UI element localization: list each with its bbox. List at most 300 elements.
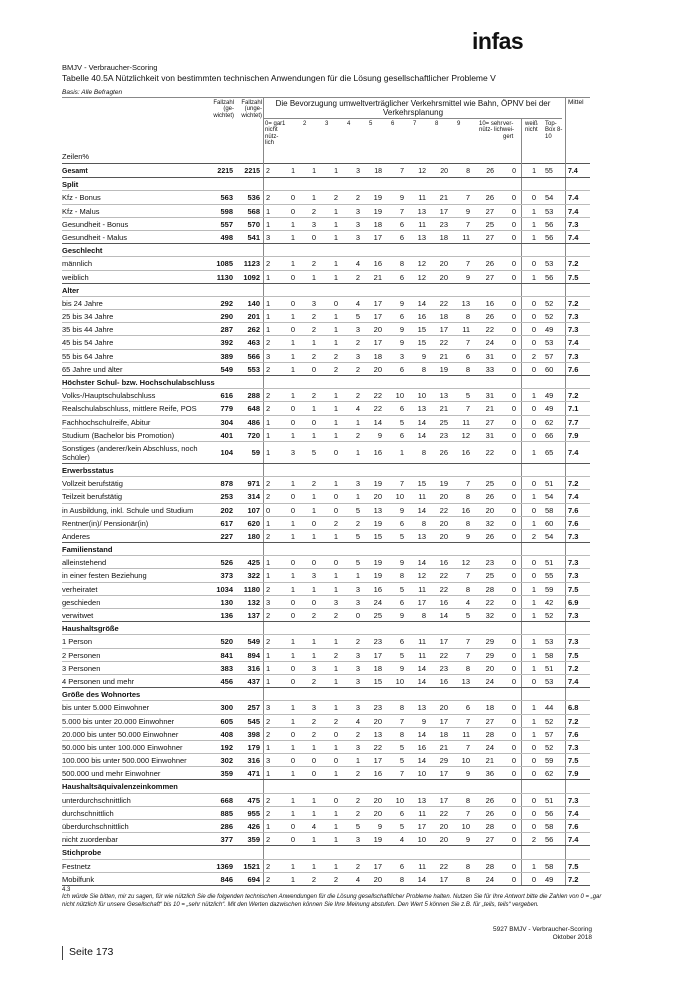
value-cell: 6 (465, 351, 470, 361)
value-cell: 2 (311, 874, 316, 884)
value-cell: 23 (485, 558, 494, 568)
fallzahl-ungewichtet: 648 (247, 404, 260, 414)
value-cell: 1 (531, 447, 536, 457)
value-cell: 29 (485, 650, 494, 660)
value-cell: 11 (462, 232, 470, 242)
value-cell: 1 (311, 795, 316, 805)
value-cell: 2 (311, 676, 316, 686)
value-cell: 1 (266, 219, 271, 229)
fallzahl-gewichtet: 373 (220, 571, 233, 581)
value-cell: 1 (290, 338, 295, 348)
value-cell: 9 (399, 611, 404, 620)
table-row (62, 257, 590, 270)
value-cell: 1 (333, 663, 338, 673)
value-cell: 0 (511, 835, 516, 845)
value-cell: 19 (373, 518, 382, 528)
mittel-value: 7.2 (568, 298, 579, 308)
row-label: 25 bis 34 Jahre (62, 312, 114, 322)
value-cell: 0 (531, 479, 536, 489)
value-cell: 18 (439, 312, 448, 322)
row-label: Fachhochschulreife, Abitur (62, 417, 151, 427)
value-cell: 0 (333, 492, 338, 502)
value-cell: 55 (545, 571, 554, 581)
value-cell: 5 (399, 756, 404, 766)
section-title: Stichprobe (62, 848, 102, 858)
value-cell: 8 (465, 312, 470, 322)
value-cell: 0 (531, 808, 536, 818)
value-cell: 2 (266, 404, 271, 414)
mittel-value: 7.2 (568, 874, 579, 884)
value-cell: 9 (399, 505, 404, 515)
value-cell: 28 (485, 729, 494, 739)
value-cell: 18 (373, 663, 382, 673)
value-cell: 17 (439, 769, 448, 779)
value-cell: 25 (485, 479, 494, 489)
value-cell: 0 (266, 505, 271, 515)
table-row (62, 218, 590, 231)
row-label: in Ausbildung, inkl. Schule und Studium (62, 505, 194, 515)
value-cell: 2 (355, 193, 360, 203)
mittel-value: 7.2 (568, 479, 579, 489)
value-cell: 4 (355, 298, 360, 308)
value-cell: 26 (485, 492, 494, 502)
row-label: 2 Personen (62, 650, 101, 660)
mittel-value: 7.3 (568, 219, 579, 229)
mittel-value: 7.6 (568, 729, 579, 739)
fallzahl-ungewichtet: 694 (247, 874, 260, 884)
mittel-value: 7.6 (568, 364, 579, 374)
value-cell: 9 (465, 835, 470, 845)
mittel-value: 7.6 (568, 518, 579, 528)
value-cell: 16 (373, 259, 382, 269)
value-cell: 11 (462, 729, 470, 739)
value-cell: 7 (400, 168, 404, 175)
value-cell: 9 (399, 558, 404, 568)
value-cell: 5 (355, 505, 360, 515)
value-cell: 19 (373, 558, 382, 568)
fallzahl-gewichtet: 456 (220, 676, 233, 686)
value-cell: 5 (399, 531, 404, 541)
fallzahl-gewichtet: 779 (220, 404, 233, 414)
fallzahl-ungewichtet: 316 (247, 756, 260, 766)
fallzahl-ungewichtet: 314 (247, 492, 260, 502)
value-cell: 0 (511, 650, 516, 660)
table-row (62, 569, 590, 582)
section-header-row (62, 284, 590, 297)
fallzahl-gewichtet: 192 (220, 742, 233, 752)
value-cell: 0 (511, 206, 516, 216)
fallzahl-ungewichtet: 140 (247, 298, 260, 308)
value-cell: 0 (511, 703, 516, 713)
value-cell: 0 (290, 611, 295, 620)
table-row (62, 389, 590, 402)
value-cell: 1 (531, 637, 536, 647)
value-cell: 3 (311, 703, 316, 713)
value-cell: 26 (485, 795, 494, 805)
fallzahl-gewichtet: 286 (220, 822, 233, 831)
value-cell: 12 (418, 168, 426, 175)
value-cell: 28 (485, 822, 494, 831)
value-cell: 2 (266, 861, 271, 871)
value-cell: 2 (333, 364, 338, 374)
value-cell: 0 (531, 338, 536, 348)
value-cell: 22 (439, 650, 448, 660)
table-row (62, 191, 590, 204)
section-title: Geschlecht (62, 246, 103, 256)
value-cell: 20 (439, 822, 448, 831)
value-cell: 8 (465, 492, 470, 502)
section-header-row (62, 688, 590, 701)
section-title: Höchster Schul- bzw. Hochschulabschluss (62, 378, 215, 387)
value-cell: 6 (399, 808, 404, 818)
value-cell: 15 (417, 338, 426, 348)
value-cell: 2 (311, 312, 316, 322)
value-cell: 0 (531, 259, 536, 269)
value-cell: 29 (439, 756, 448, 766)
value-cell: 18 (373, 351, 382, 361)
value-cell: 51 (545, 795, 554, 805)
value-cell: 6 (399, 312, 404, 322)
table-row (62, 477, 590, 490)
value-cell: 6 (399, 232, 404, 242)
value-cell: 52 (545, 611, 554, 620)
value-cell: 0 (290, 193, 295, 203)
value-column-header: 2 (303, 121, 307, 127)
value-cell: 10 (417, 835, 426, 845)
section-header-row (62, 543, 590, 556)
value-cell: 1 (290, 259, 295, 269)
mittel-value: 6.9 (568, 597, 579, 607)
mittel-value: 7.2 (568, 716, 579, 726)
value-column-header: 3 (325, 121, 329, 127)
row-label: bis 24 Jahre (62, 298, 103, 308)
value-cell: 14 (439, 611, 448, 620)
value-cell: 1 (266, 447, 271, 457)
row-label: männlich (62, 259, 93, 269)
fallzahl-gewichtet: 1130 (216, 272, 233, 282)
table-row (62, 556, 590, 569)
value-cell: 0 (531, 769, 536, 779)
value-cell: 22 (439, 338, 448, 348)
value-cell: 8 (399, 729, 404, 739)
table-row (62, 860, 590, 873)
mittel-value: 7.4 (568, 338, 579, 348)
value-cell: 5 (355, 531, 360, 541)
value-cell: 11 (418, 861, 426, 871)
fallzahl-gewichtet: 668 (220, 795, 233, 805)
value-cell: 1 (531, 650, 536, 660)
value-cell: 18 (439, 232, 448, 242)
value-cell: 3 (356, 168, 360, 175)
value-cell: 65 (545, 447, 554, 457)
value-cell: 36 (485, 769, 494, 779)
row-label: in einer festen Beziehung (62, 571, 147, 581)
value-cell: 0 (311, 597, 316, 607)
value-cell: 1 (333, 822, 338, 831)
value-cell: 1 (531, 703, 536, 713)
value-cell: 2 (266, 584, 271, 594)
value-cell: 49 (545, 391, 554, 401)
value-cell: 49 (545, 404, 554, 414)
table-row (62, 297, 590, 310)
fallzahl-gewichtet: 292 (220, 298, 233, 308)
fallzahl-ungewichtet: 257 (247, 703, 260, 713)
value-cell: 31 (485, 391, 494, 401)
fallzahl-gewichtet: 526 (220, 558, 233, 568)
value-cell: 13 (373, 729, 382, 739)
fallzahl-ungewichtet: 463 (247, 338, 260, 348)
value-cell: 5 (355, 558, 360, 568)
mittel-value: 7.3 (568, 795, 579, 805)
value-cell: 8 (465, 364, 470, 374)
value-cell: 24 (485, 742, 494, 752)
value-cell: 1 (266, 822, 271, 831)
value-cell: 0 (290, 597, 295, 607)
value-cell: 13 (417, 703, 426, 713)
value-cell: 20 (439, 518, 448, 528)
value-cell: 26 (439, 447, 448, 457)
value-column-header: 8 (435, 121, 439, 127)
value-cell: 0 (511, 756, 516, 766)
value-cell: 1 (333, 479, 338, 489)
mittel-value: 7.4 (568, 835, 579, 845)
value-cell: 42 (545, 597, 554, 607)
value-cell: 54 (545, 531, 554, 541)
value-cell: 0 (333, 505, 338, 515)
value-cell: 1 (290, 351, 295, 361)
row-label: 45 bis 54 Jahre (62, 338, 114, 348)
row-label: nicht zuordenbar (62, 835, 118, 845)
value-cell: 6 (399, 861, 404, 871)
value-cell: 0 (290, 729, 295, 739)
table-row (62, 336, 590, 349)
table-row (62, 649, 590, 662)
value-cell: 19 (373, 479, 382, 489)
value-cell: 1 (355, 417, 360, 427)
value-column-header: 5 (369, 121, 373, 127)
value-column-header: weiß nicht (525, 121, 538, 134)
value-cell: 14 (373, 417, 382, 427)
value-cell: 5 (355, 312, 360, 322)
value-cell: 1 (290, 430, 295, 440)
value-cell: 22 (485, 447, 494, 457)
value-cell: 6 (399, 637, 404, 647)
value-cell: 0 (511, 298, 516, 308)
value-cell: 17 (373, 338, 382, 348)
value-cell: 0 (531, 874, 536, 884)
value-cell: 19 (373, 193, 382, 203)
value-cell: 56 (545, 219, 554, 229)
value-cell: 56 (545, 835, 554, 845)
value-cell: 24 (485, 676, 494, 686)
table-row (62, 675, 590, 688)
value-cell: 1 (333, 861, 338, 871)
value-cell: 0 (511, 597, 516, 607)
value-cell: 7 (465, 808, 470, 818)
value-cell: 1 (333, 676, 338, 686)
row-label: Gesundheit - Bonus (62, 219, 129, 229)
value-cell: 2 (333, 874, 338, 884)
value-cell: 10 (417, 391, 426, 401)
table-row (62, 416, 590, 429)
value-cell: 1 (531, 663, 536, 673)
value-cell: 7 (465, 716, 470, 726)
value-cell: 16 (461, 505, 470, 515)
mittel-value: 7.4 (568, 447, 579, 457)
value-cell: 20 (373, 492, 382, 502)
value-cell: 20 (439, 492, 448, 502)
table-row (62, 442, 590, 464)
value-cell: 5 (399, 584, 404, 594)
value-cell: 1 (311, 861, 316, 871)
mittel-value: 7.4 (568, 676, 579, 686)
fallzahl-gewichtet: 104 (220, 447, 233, 457)
fallzahl-ungewichtet: 262 (247, 325, 260, 335)
value-cell: 20 (373, 795, 382, 805)
value-cell: 1 (333, 430, 338, 440)
mittel-value: 7.3 (568, 351, 579, 361)
value-cell: 0 (531, 298, 536, 308)
value-cell: 2 (355, 518, 360, 528)
fallzahl-gewichtet: 498 (220, 232, 233, 242)
value-cell: 1 (334, 168, 338, 175)
value-cell: 1 (266, 663, 271, 673)
value-cell: 1 (333, 742, 338, 752)
value-cell: 0 (333, 756, 338, 766)
fallzahl-gewichtet: 841 (220, 650, 233, 660)
row-label: 3 Personen (62, 663, 101, 673)
value-cell: 1 (290, 769, 295, 779)
value-cell: 3 (266, 597, 271, 607)
fallzahl-gewichtet: 617 (220, 518, 233, 528)
value-cell: 17 (373, 861, 382, 871)
mittel-value: 7.3 (568, 637, 579, 647)
value-cell: 19 (373, 206, 382, 216)
value-cell: 1 (266, 430, 271, 440)
value-cell: 1 (290, 364, 295, 374)
value-cell: 13 (417, 795, 426, 805)
row-label: Gesamt (62, 168, 88, 175)
section-header-row (62, 178, 590, 191)
section-title: Split (62, 180, 79, 190)
row-label: 100.000 bis unter 500.000 Einwohner (62, 756, 187, 766)
row-label: 50.000 bis unter 100.000 Einwohner (62, 742, 183, 752)
row-label: 4 Personen und mehr (62, 676, 135, 686)
value-cell: 0 (511, 558, 516, 568)
value-cell: 1 (531, 206, 536, 216)
value-cell: 56 (545, 232, 554, 242)
value-cell: 2 (355, 861, 360, 871)
value-cell: 1 (531, 219, 536, 229)
fallzahl-ungewichtet: 137 (247, 611, 260, 620)
fallzahl-gewichtet: 227 (220, 531, 233, 541)
value-cell: 55 (545, 168, 553, 175)
value-cell: 0 (511, 219, 516, 229)
value-cell: 27 (485, 835, 494, 845)
value-cell: 3 (333, 597, 338, 607)
value-cell: 32 (485, 518, 494, 528)
fallzahl-ungewichtet: 359 (247, 835, 260, 845)
value-cell: 2 (311, 259, 316, 269)
value-cell: 56 (545, 272, 554, 282)
question-text-footnote: Ich würde Sie bitten, mir zu sagen, für wie nützlich Sie die folgenden technischen Anwendungen für die Lösung gesellschaftlicher Probleme halten. Nutzen Sie für Ihre Antwort bitte die Zahlen von 0 = „gar nicht nützlich für unsere Gesellschaft“ bis 10 = „sehr nützlich“. Mit den Werten dazwischen können Sie Ihre Meinung abstufen. Den Wert 5 können Sie z.B. für „teils, teils“ vergeben. (62, 894, 602, 908)
mittel-value: 7.4 (568, 193, 579, 203)
value-cell: 8 (465, 874, 470, 884)
value-cell: 2 (355, 769, 360, 779)
value-cell: 6 (465, 703, 470, 713)
fallzahl-gewichtet: 878 (220, 479, 233, 489)
value-cell: 1 (333, 404, 338, 414)
fallzahl-ungewichtet: 475 (247, 795, 260, 805)
value-column-header: 1 (282, 121, 286, 127)
mittel-value: 7.4 (568, 808, 579, 818)
value-cell: 0 (531, 742, 536, 752)
table-row (62, 504, 590, 517)
value-cell: 1 (290, 531, 295, 541)
value-cell: 7 (465, 259, 470, 269)
value-cell: 53 (545, 259, 554, 269)
mittel-value: 7.9 (568, 769, 579, 779)
mittel-value: 7.3 (568, 312, 579, 322)
value-cell: 1 (290, 637, 295, 647)
mittel-value: 7.5 (568, 272, 579, 282)
value-cell: 7 (399, 206, 404, 216)
value-cell: 18 (485, 703, 494, 713)
value-cell: 3 (355, 351, 360, 361)
value-cell: 1 (311, 430, 316, 440)
value-cell: 2 (531, 531, 536, 541)
value-cell: 4 (355, 259, 360, 269)
value-cell: 0 (311, 769, 316, 779)
value-cell: 57 (545, 729, 554, 739)
value-cell: 3 (355, 676, 360, 686)
value-cell: 8 (421, 364, 426, 374)
value-cell: 25 (485, 219, 494, 229)
value-cell: 3 (355, 206, 360, 216)
value-cell: 2 (531, 351, 536, 361)
value-cell: 22 (485, 597, 494, 607)
value-cell: 7 (465, 742, 470, 752)
value-cell: 7 (465, 404, 470, 414)
row-label: alleinstehend (62, 558, 107, 568)
value-cell: 0 (511, 351, 516, 361)
value-cell: 58 (545, 505, 554, 515)
value-cell: 1 (311, 404, 316, 414)
value-cell: 16 (439, 558, 448, 568)
value-cell: 19 (439, 479, 448, 489)
value-cell: 16 (439, 597, 448, 607)
fallzahl-gewichtet: 520 (220, 637, 233, 647)
fallzahl-gewichtet: 136 (220, 611, 233, 620)
value-cell: 9 (465, 531, 470, 541)
table-row (62, 715, 590, 728)
fallzahl-gewichtet: 846 (220, 874, 233, 884)
value-cell: 0 (531, 193, 536, 203)
value-cell: 21 (439, 742, 448, 752)
value-cell: 21 (439, 404, 448, 414)
value-cell: 0 (511, 364, 516, 374)
value-cell: 20 (439, 259, 448, 269)
value-cell: 8 (465, 584, 470, 594)
mittel-value: 7.5 (568, 584, 579, 594)
row-label: 500.000 und mehr Einwohner (62, 769, 161, 779)
value-cell: 0 (511, 404, 516, 414)
value-cell: 11 (418, 637, 426, 647)
value-cell: 26 (485, 312, 494, 322)
value-cell: 1 (531, 597, 536, 607)
value-cell: 58 (545, 650, 554, 660)
value-cell: 0 (531, 430, 536, 440)
